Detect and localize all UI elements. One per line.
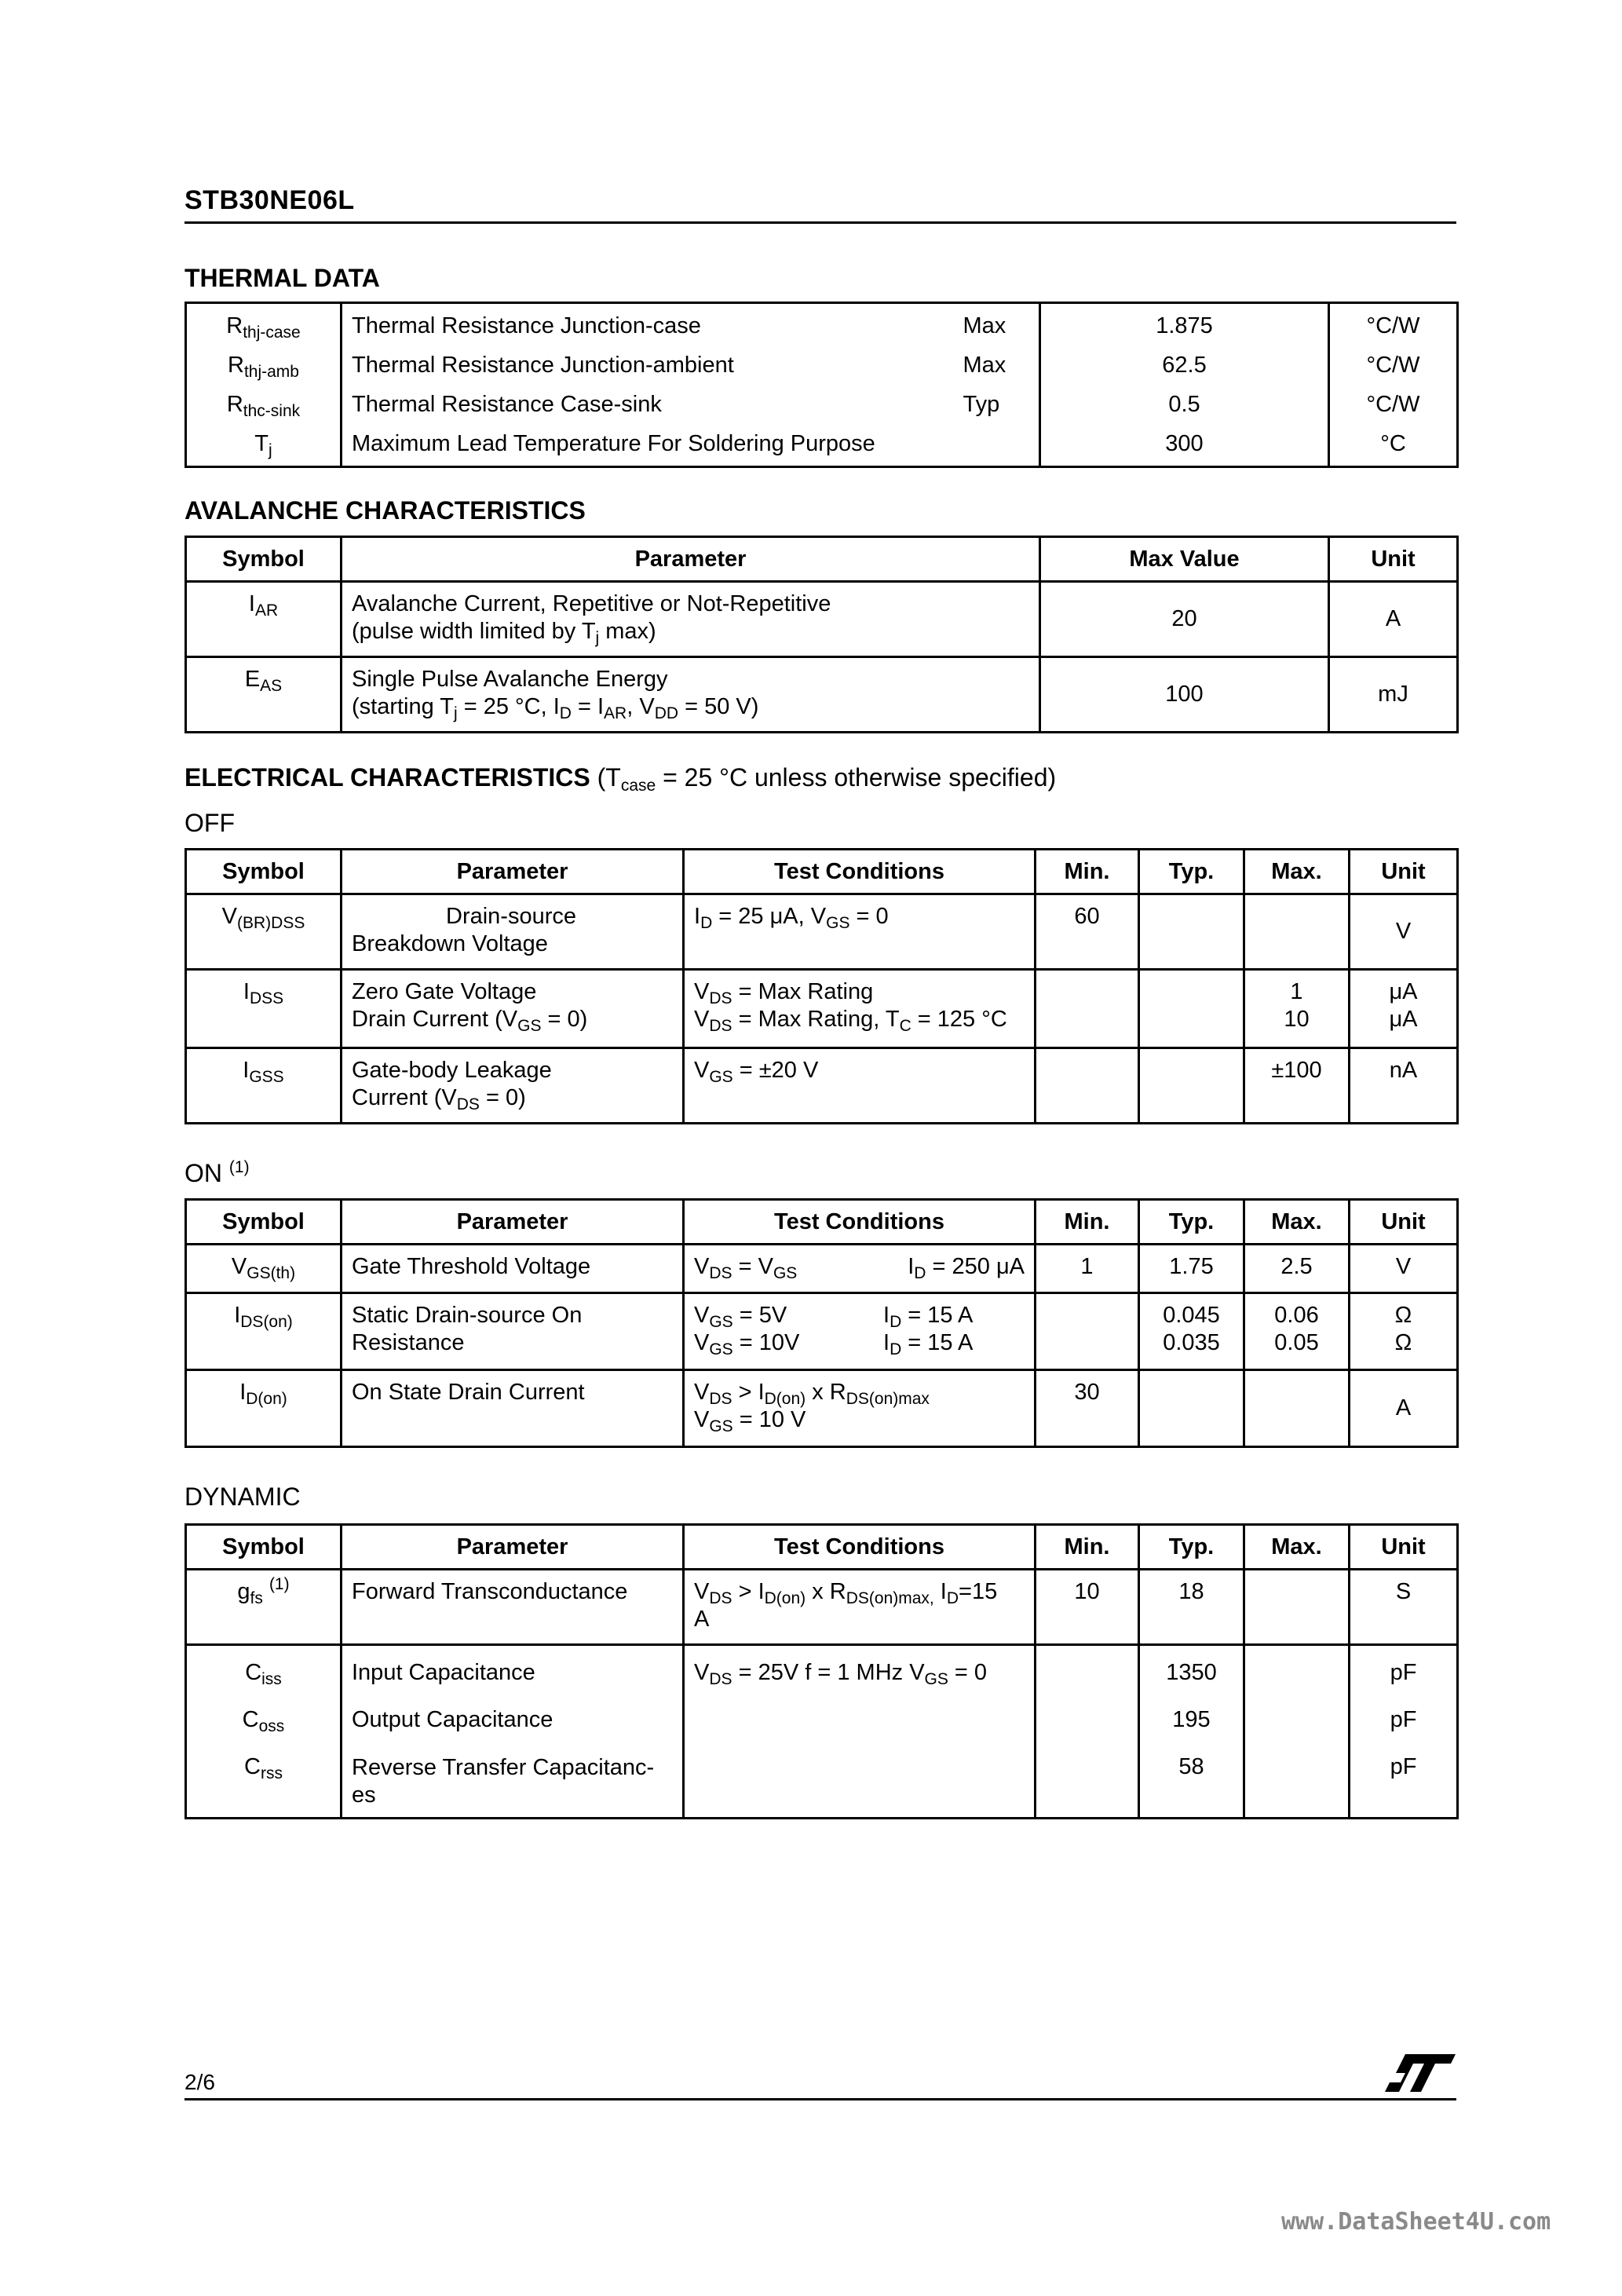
test-cell: $V_{DS}$ = Max Rating $V_{DS}$ = Max Rating, $T_C = 125$ °C [684,970,1036,1048]
unit-cell: °C/W [1329,303,1458,346]
max-cell: 1 10 [1244,970,1350,1048]
value-cell: 20 [1040,582,1329,657]
symbol-cell: $C_{iss}$ $C_{oss}$ $C_{rss}$ [186,1645,342,1819]
unit-cell: nA [1350,1048,1458,1124]
col-unit: Unit [1350,1200,1458,1245]
parameter-cell: Zero Gate Voltage Drain Current $(V_{GS} = 0)$ [342,970,684,1048]
unit-cell: S [1350,1570,1458,1645]
dynamic-header-row [186,1525,1458,1570]
parameter-cell: Maximum Lead Temperature For Soldering Purpose [342,424,954,467]
qualifier-cell: Max [963,313,1006,338]
table-row [186,1645,1458,1819]
symbol-cell: $R_{thc-sink}$ [226,391,301,420]
col-max-value: Max Value [1040,537,1329,582]
min-cell: 10 [1036,1570,1139,1645]
value-cell: 100 [1040,657,1329,733]
col-test-conditions: Test Conditions [684,850,1036,894]
min-cell: 30 [1036,1370,1139,1447]
max-cell: 0.06 0.05 [1244,1293,1350,1370]
test-cell: $I_D = 25$ μA, $V_{GS} = 0$ [684,894,1036,970]
off-heading: OFF [184,809,235,837]
max-cell [1244,1370,1350,1447]
off-table [184,848,1459,1124]
col-symbol: Symbol [186,1525,342,1570]
unit-cell: °C [1329,424,1458,467]
parameter-cell: Gate-body Leakage Current $(V_{DS} = 0)$ [342,1048,684,1124]
st-logo-icon [1382,2049,1457,2097]
symbol-cell: $E_{AS}$ [186,657,342,733]
parameter-cell: Gate Threshold Voltage [342,1245,684,1293]
qualifier-cell [954,424,1040,467]
min-cell [1036,1645,1139,1819]
value-cell: 1.875 [1040,303,1329,346]
parameter-cell: Static Drain-source On Resistance [342,1293,684,1370]
col-parameter: Parameter [342,1525,684,1570]
table-row [186,657,1458,733]
test-cell: $V_{DS} > I_{D(on)}$ x $R_{DS(on)max,}$ $I_D=15$ A [684,1570,1036,1645]
min-cell [1036,1048,1139,1124]
col-typ: Typ. [1139,1200,1244,1245]
col-typ: Typ. [1139,850,1244,894]
thermal-table [184,302,1459,468]
test-cell: $V_{DS} = V_{GS}$ $I_D = 250$ μA [684,1245,1036,1293]
parameter-cell: Single Pulse Avalanche Energy (starting $T_j = 25$ °C, $I_D = I_{AR}$, $V_{DD} = 50$ V) [342,657,1040,733]
off-header-row [186,850,1458,894]
parameter-cell: Thermal Resistance Case-sink [342,385,954,424]
table-row [186,1048,1458,1124]
qualifier-cell: Typ [963,391,1000,417]
col-min: Min. [1036,1525,1139,1570]
table-row [186,894,1458,970]
col-parameter: Parameter [342,537,1040,582]
unit-cell: μA μA [1350,970,1458,1048]
dynamic-heading: DYNAMIC [184,1483,301,1511]
symbol-cell: $g_{fs}$ $^{(1)}$ [186,1570,342,1645]
value-cell: 62.5 [1040,345,1329,385]
table-row [186,1370,1458,1447]
title-rule [184,221,1456,224]
parameter-cell: Avalanche Current, Repetitive or Not-Repetitive (pulse width limited by $T_j$ max) [342,582,1040,657]
unit-cell: V [1350,894,1458,970]
col-parameter: Parameter [342,850,684,894]
typ-cell [1139,1048,1244,1124]
symbol-cell: $I_{AR}$ [186,582,342,657]
col-min: Min. [1036,850,1139,894]
unit-cell: °C/W [1329,345,1458,385]
typ-cell: 0.045 0.035 [1139,1293,1244,1370]
unit-cell: Ω Ω [1350,1293,1458,1370]
col-unit: Unit [1350,850,1458,894]
min-cell: 60 [1036,894,1139,970]
footer-rule [184,2098,1456,2100]
col-symbol: Symbol [186,537,342,582]
table-row [186,582,1458,657]
on-table [184,1198,1459,1448]
parameter-cell: Thermal Resistance Junction-ambient [342,345,954,385]
col-typ: Typ. [1139,1525,1244,1570]
parameter-cell: Forward Transconductance [342,1570,684,1645]
table-row [186,303,1458,346]
symbol-cell: $V_{(BR)DSS}$ [186,894,342,970]
on-heading: ON $^{(1)}$ [184,1158,250,1187]
unit-cell: A [1350,1370,1458,1447]
symbol-cell: $I_{D(on)}$ [186,1370,342,1447]
table-row [186,345,1458,385]
col-max: Max. [1244,850,1350,894]
min-cell: 1 [1036,1245,1139,1293]
typ-cell: 18 [1139,1570,1244,1645]
max-cell [1244,1570,1350,1645]
symbol-cell: $T_j$ [254,430,272,459]
avalanche-table [184,536,1459,733]
typ-cell: 1.75 [1139,1245,1244,1293]
dynamic-table [184,1523,1459,1819]
typ-cell [1139,894,1244,970]
min-cell [1036,970,1139,1048]
table-row [186,424,1458,467]
col-unit: Unit [1329,537,1458,582]
unit-cell: pF pF pF [1350,1645,1458,1819]
on-header-row [186,1200,1458,1245]
symbol-cell: $V_{GS(th)}$ [186,1245,342,1293]
page-number: 2/6 [184,2070,215,2094]
document-title: STB30NE06L [184,185,355,215]
table-row [186,1245,1458,1293]
typ-cell [1139,1370,1244,1447]
col-symbol: Symbol [186,1200,342,1245]
unit-cell: A [1329,582,1458,657]
watermark: www.DataSheet4U.com [1281,2208,1551,2236]
value-cell: 0.5 [1040,385,1329,424]
symbol-cell: $I_{GSS}$ [186,1048,342,1124]
min-cell [1036,1293,1139,1370]
col-test-conditions: Test Conditions [684,1525,1036,1570]
col-symbol: Symbol [186,850,342,894]
max-cell: 2.5 [1244,1245,1350,1293]
parameter-cell: Thermal Resistance Junction-case [342,303,954,346]
parameter-cell: Input Capacitance Output Capacitance Reverse Transfer Capacitanc- es [342,1645,684,1819]
unit-cell: °C/W [1329,385,1458,424]
col-max: Max. [1244,1525,1350,1570]
col-unit: Unit [1350,1525,1458,1570]
col-parameter: Parameter [342,1200,684,1245]
symbol-cell: $I_{DS(on)}$ [186,1293,342,1370]
table-row [186,970,1458,1048]
test-cell: $V_{GS} = \pm 20$ V [684,1048,1036,1124]
test-cell: $V_{GS} = 5V$ $I_D = 15$ A $V_{GS} = 10V$ $I_D = 15$ A [684,1293,1036,1370]
parameter-cell: Drain-source Breakdown Voltage [342,894,684,970]
max-cell [1244,894,1350,970]
value-cell: 300 [1040,424,1329,467]
symbol-cell: $R_{thj-case}$ [226,313,301,342]
max-cell: ±100 [1244,1048,1350,1124]
unit-cell: mJ [1329,657,1458,733]
max-cell [1244,1645,1350,1819]
test-cell: $V_{DS} = 25V$ f = 1 MHz $V_{GS} = 0$ [684,1645,1036,1819]
symbol-cell: $R_{thj-amb}$ [228,352,299,381]
qualifier-cell: Max [963,352,1006,378]
typ-cell: 1350 195 58 [1139,1645,1244,1819]
unit-cell: V [1350,1245,1458,1293]
col-min: Min. [1036,1200,1139,1245]
symbol-cell: $I_{DSS}$ [186,970,342,1048]
col-test-conditions: Test Conditions [684,1200,1036,1245]
parameter-cell: On State Drain Current [342,1370,684,1447]
table-row [186,1570,1458,1645]
col-max: Max. [1244,1200,1350,1245]
avalanche-header-row [186,537,1458,582]
typ-cell [1139,970,1244,1048]
test-cell: $V_{DS} > I_{D(on)}$ x $R_{DS(on)max}$ $V_{GS} = 10$ V [684,1370,1036,1447]
table-row [186,1293,1458,1370]
electrical-heading: ELECTRICAL CHARACTERISTICS ($T_{case} = 25$ °C unless otherwise specified) [184,763,1057,795]
avalanche-heading: AVALANCHE CHARACTERISTICS [184,496,586,525]
table-row [186,385,1458,424]
thermal-heading: THERMAL DATA [184,264,380,292]
